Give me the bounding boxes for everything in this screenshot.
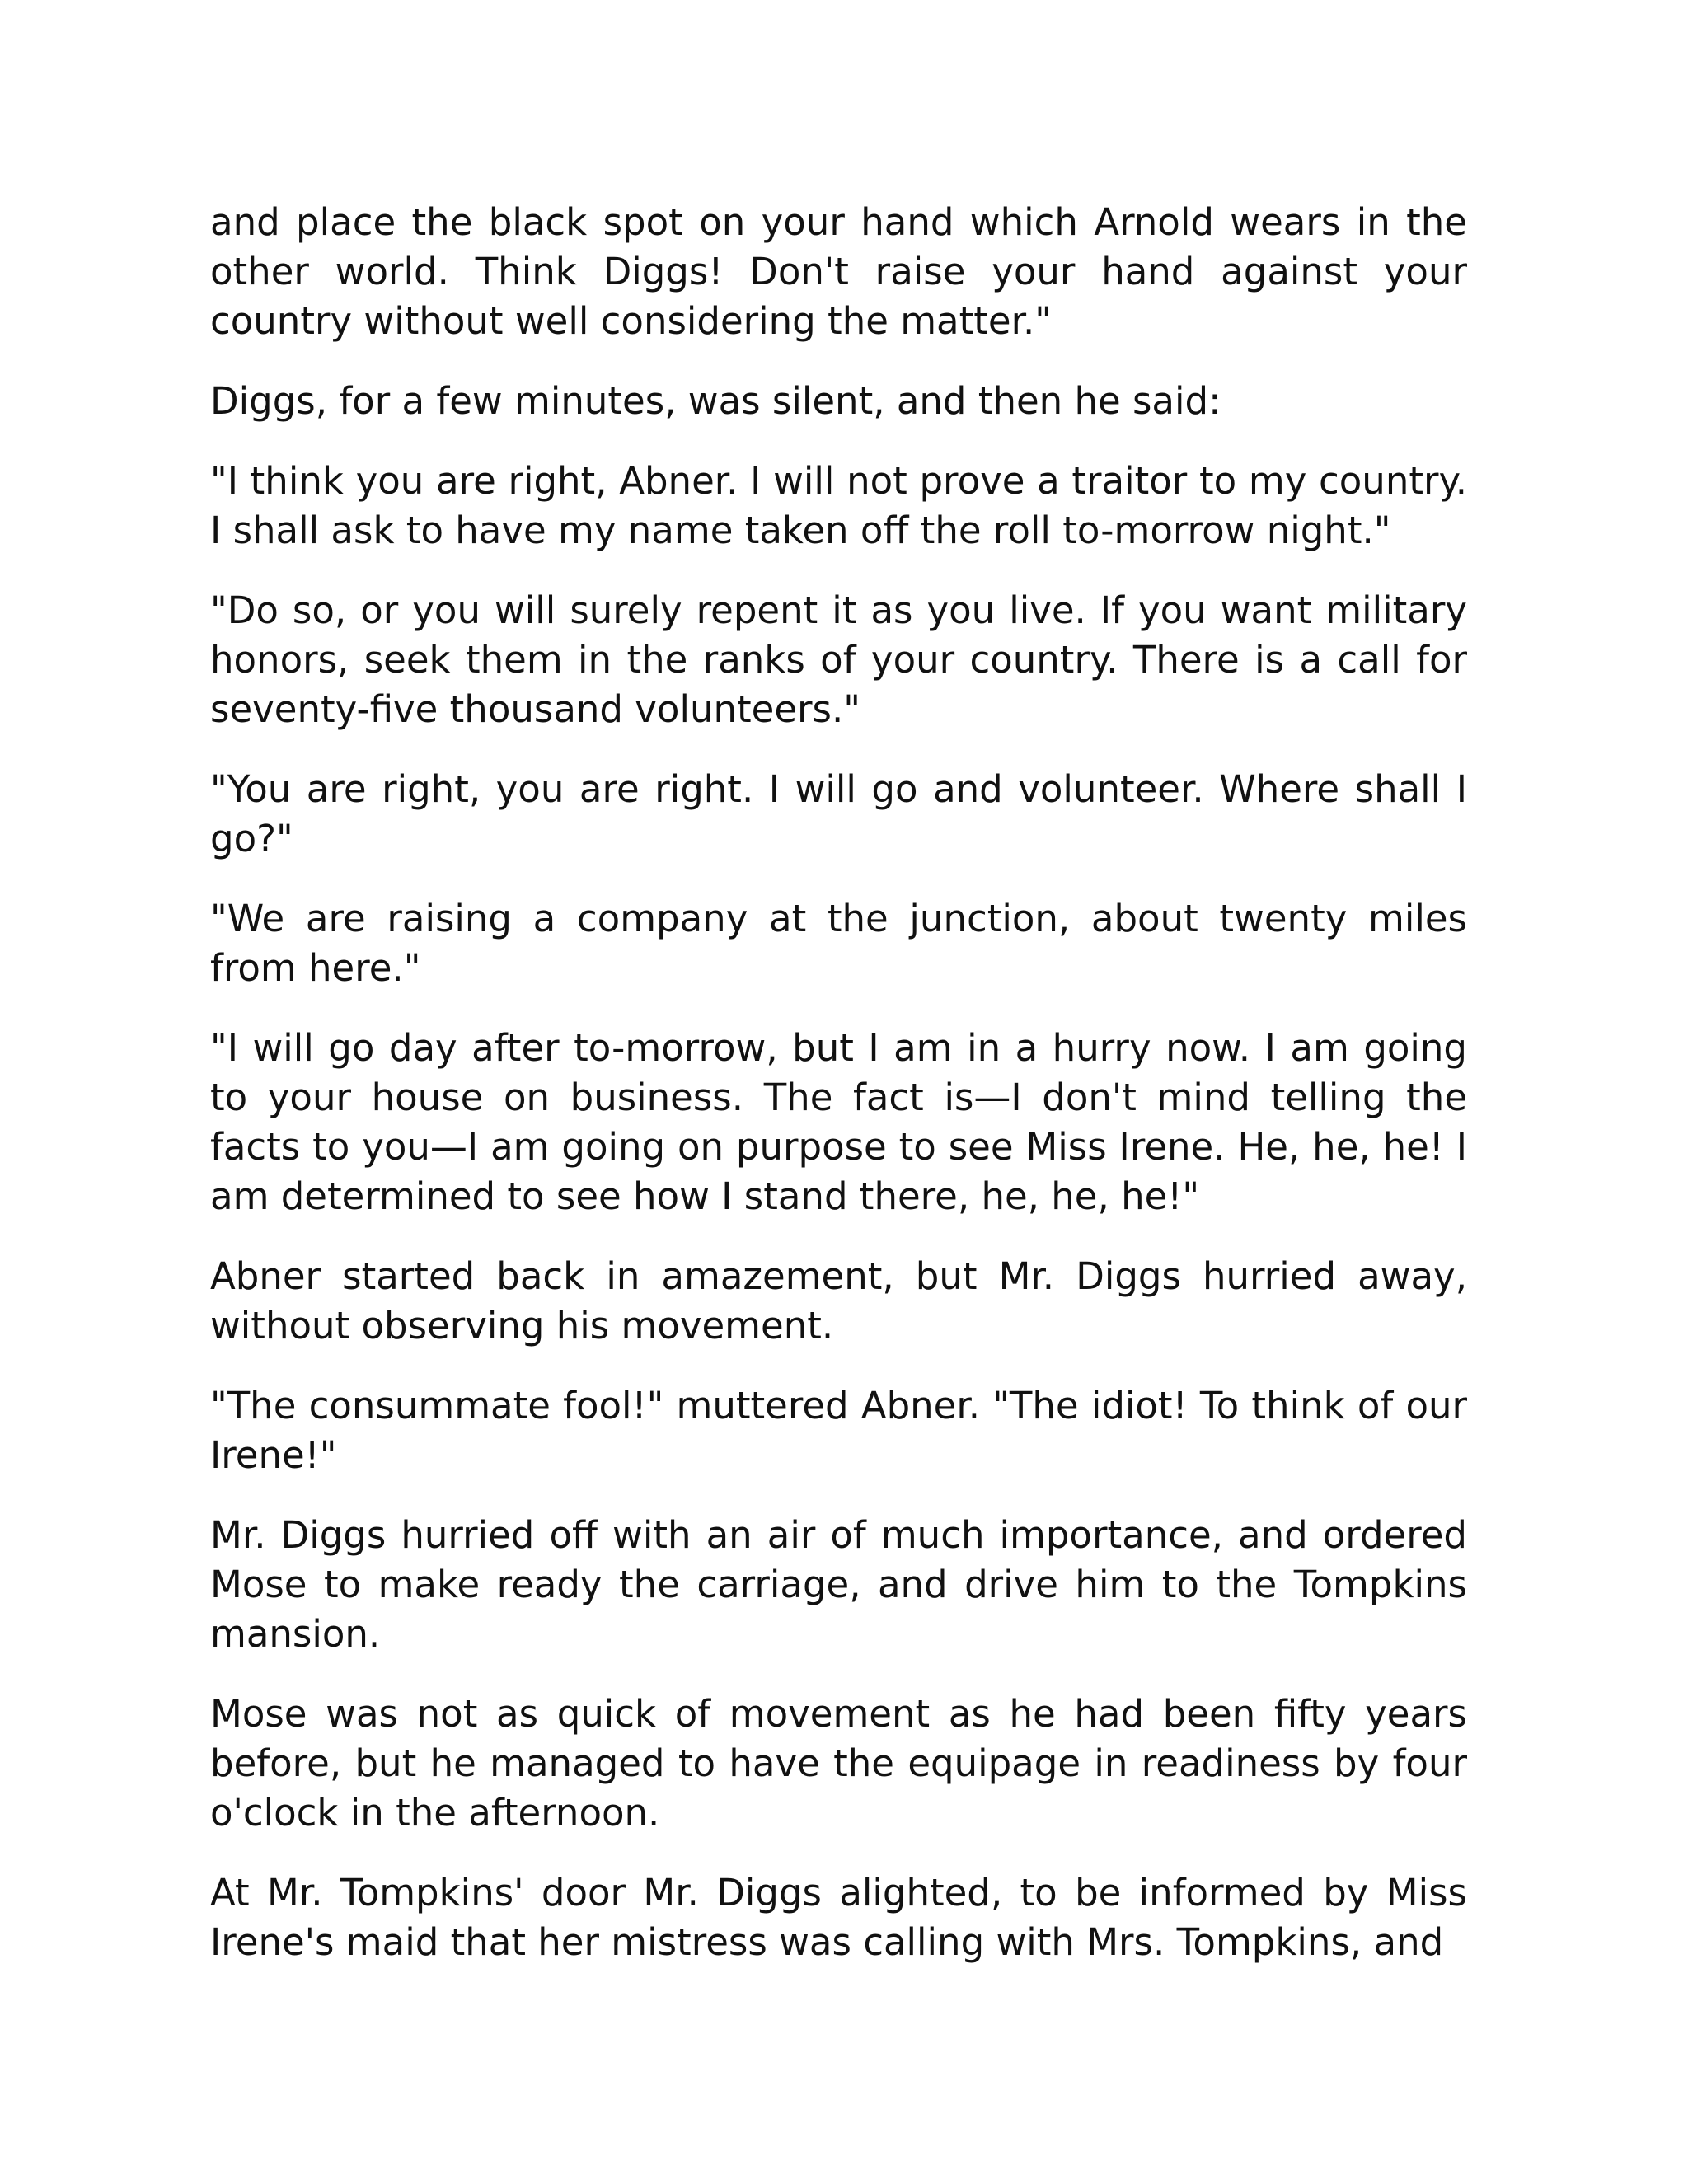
paragraph: Mr. Diggs hurried off with an air of much importance, and ordered Mose to make ready the carriage, and drive him to the Tompkins mansion. [210, 1513, 1467, 1656]
paragraph: At Mr. Tompkins' door Mr. Diggs alighted, to be informed by Miss Irene's maid that her mistress was calling with Mrs. Tompkins, and [210, 1871, 1467, 1964]
paragraph: "Do so, or you will surely repent it as you live. If you want military honors, seek them in the ranks of your country. There is a call for seventy-five thousand volunteers." [210, 588, 1467, 731]
document-page [210, 198, 1467, 1998]
paragraph: Mose was not as quick of movement as he had been fifty years before, but he managed to have the equipage in readiness by four o'clock in the afternoon. [210, 1692, 1467, 1835]
paragraph: Diggs, for a few minutes, was silent, and then he said: [210, 379, 1221, 423]
paragraph: Abner started back in amazement, but Mr. Diggs hurried away, without observing his movement. [210, 1254, 1467, 1347]
paragraph: "I will go day after to-morrow, but I am in a hurry now. I am going to your house on business. The fact is—I don't mind telling the facts to you—I am going on purpose to see Miss Irene. He, he, he! I am determined to see how I stand there, he, he, he!" [210, 1026, 1467, 1218]
paragraph: "The consummate fool!" muttered Abner. "The idiot! To think of our Irene!" [210, 1384, 1467, 1477]
paragraph: and place the black spot on your hand which Arnold wears in the other world. Think Diggs! Don't raise your hand against your country without well considering the matter." [210, 200, 1467, 343]
paragraph: "I think you are right, Abner. I will not prove a traitor to my country. I shall ask to have my name taken off the roll to-morrow night." [210, 459, 1467, 552]
paragraph: "We are raising a company at the junction, about twenty miles from here." [210, 897, 1467, 990]
paragraph: "You are right, you are right. I will go and volunteer. Where shall I go?" [210, 767, 1467, 860]
